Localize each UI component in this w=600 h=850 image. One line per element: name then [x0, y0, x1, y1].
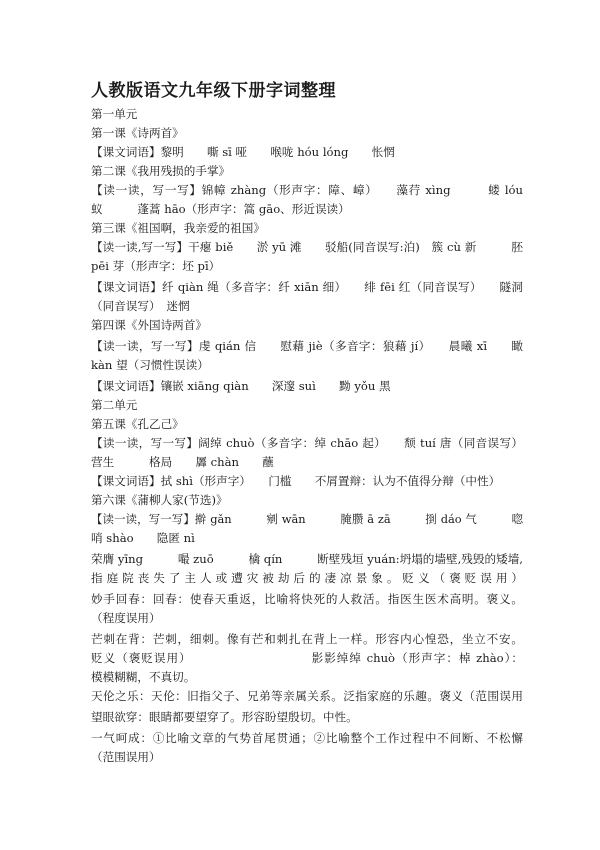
document-line: 妙手回春：回春：使春天重返，比喻将快死的人救活。指医生医术高明。褒义。 [91, 592, 523, 606]
document-line: 蚁 蓬蒿 hāo（形声字：篙 gāo、形近误读） [91, 202, 350, 216]
document-line: 【读一读，写一写】阔绰 chuò（多音字：绰 chāo 起） 颓 tuí 唐（同音误写） [91, 436, 523, 450]
document-line: 【读一读，写一写】虔 qián 信 慰藉 jiè（多音字：狼藉 jí） 晨曦 xī 瞰 [91, 339, 523, 353]
document-line: 【读一读,写一写】干瘪 biě 淤 yū 滩 驳船(同音误写:泊) 簇 cù 新 胚 [91, 240, 523, 254]
document-line: 【课文词语】黎明 嘶 sī 哑 喉咙 hóu lóng 怅惘 [91, 145, 395, 159]
document-line: 第一课《诗两首》 [91, 126, 184, 140]
document-line: 【课文词语】拭 shì（形声字） 门槛 不屑置辩：认为不值得分辩（中性） [91, 474, 501, 488]
document-line: （范围误用） [91, 750, 161, 764]
document-line: 第六课《蒲柳人家(节选)》 [91, 493, 228, 507]
document-line: 模模糊糊，不真切。 [91, 670, 196, 684]
document-line: （同音误写） 迷惘 [91, 299, 190, 313]
document-line: 第四课《外国诗两首》 [91, 318, 207, 332]
document-line: 【读一读，写一写】锦幛 zhàng（形声字：障、嶂） 藻荇 xìng 蝼 lóu [91, 183, 523, 197]
document-line: 指庭院丧失了主人或遭灾被劫后的凄凉景象。贬义（褒贬误用） [91, 571, 523, 585]
document-line: 第一单元 [91, 107, 138, 121]
document-line: 第三课《祖国啊，我亲爱的祖国》 [91, 221, 265, 235]
document-title: 人教版语文九年级下册字词整理 [91, 81, 336, 101]
document-line: 一气呵成：①比喻文章的气势首尾贯通；②比喻整个工作过程中不间断、不松懈 [91, 731, 523, 745]
document-line: 哨 shào 隐匿 nì [91, 531, 195, 545]
document-line: 第五课《孔乙己》 [91, 417, 184, 431]
document-line: 荣膺 yīng 嘬 zuō 檎 qín 断壁残垣 yuán:坍塌的墙壁,残毁的矮墙, [91, 552, 523, 566]
document-line: 第二单元 [91, 398, 138, 412]
document-line: 【课文词语】镶嵌 xiāng qiàn 深邃 suì 黝 yǒu 黑 [91, 379, 391, 393]
document-line: 天伦之乐：天伦：旧指父子、兄弟等亲属关系。泛指家庭的乐趣。褒义（范围误用 [91, 689, 523, 703]
document-body [91, 105, 523, 767]
document-line: 第二课《我用残损的手掌》 [91, 164, 231, 178]
document-line: 营生 格局 羼 chàn 蘸 [91, 455, 274, 469]
document-line: 【课文词语】纤 qiàn 绳（多音字：纤 xiān 细） 绯 fēi 红（同音误写） 隧洞 [91, 280, 523, 294]
document-line: 芒刺在背：芒刺，细刺。像有芒和刺扎在背上一样。形容内心惶恐，坐立不安。 [91, 632, 523, 646]
document-line: kàn 望（习惯性误读） [91, 358, 209, 372]
document-line: 贬义（褒贬误用） 影影绰绰 chuò（形声字：棹 zhào）： [91, 651, 523, 665]
document-line: pēi 芽（形声字：坯 pī） [91, 259, 221, 273]
document-line: 望眼欲穿：眼睛都要望穿了。形容盼望殷切。中性。 [91, 710, 358, 724]
document-line: （程度误用） [91, 611, 161, 625]
document-line: 【读一读，写一写】擀 gǎn 剜 wān 腌臜 ā zā 捯 dáo 气 唿 [91, 512, 523, 526]
